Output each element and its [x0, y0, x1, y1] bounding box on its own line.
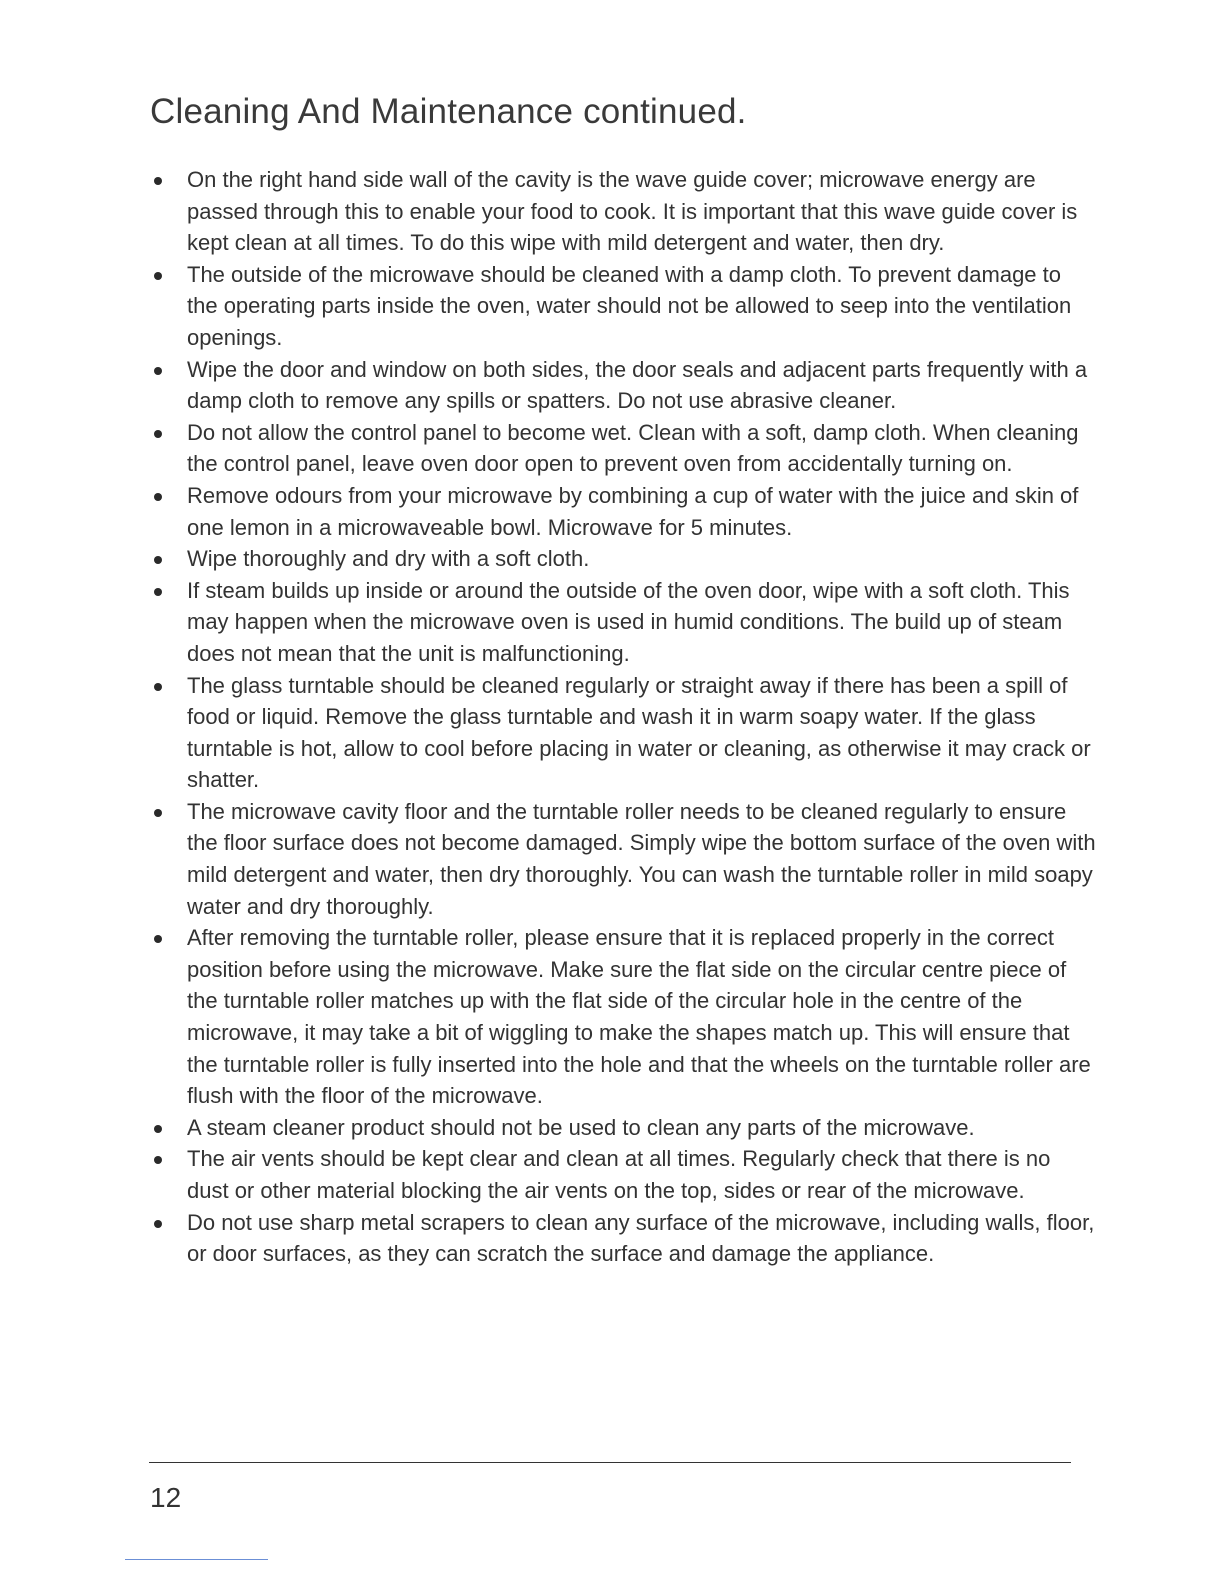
bullet-item: Wipe thoroughly and dry with a soft cloth.: [187, 543, 1097, 575]
bullet-item: Do not use sharp metal scrapers to clean any surface of the microwave, including walls, floor, or door surfaces, as they can scratch the surface and damage the appliance.: [187, 1207, 1097, 1270]
footer-divider: [149, 1462, 1071, 1463]
bullet-item: A steam cleaner product should not be used to clean any parts of the microwave.: [187, 1112, 1097, 1144]
page-title: Cleaning And Maintenance continued.: [150, 92, 747, 131]
footer-link-underline: [125, 1559, 268, 1560]
bullet-item: The outside of the microwave should be cleaned with a damp cloth. To prevent damage to the operating parts inside the oven, water should not be allowed to seep into the ventilation openings.: [187, 259, 1097, 354]
maintenance-bullet-list: [187, 164, 1097, 1270]
page-number: 12: [150, 1482, 182, 1513]
bullet-item: Remove odours from your microwave by combining a cup of water with the juice and skin of one lemon in a microwaveable bowl. Microwave for 5 minutes.: [187, 480, 1097, 543]
bullet-item: Wipe the door and window on both sides, the door seals and adjacent parts frequently with a damp cloth to remove any spills or spatters. Do not use abrasive cleaner.: [187, 354, 1097, 417]
bullet-item: On the right hand side wall of the cavity is the wave guide cover; microwave energy are passed through this to enable your food to cook. It is important that this wave guide cover is kept clean at all times. To do this wipe with mild detergent and water, then dry.: [187, 164, 1097, 259]
bullet-item: The microwave cavity floor and the turntable roller needs to be cleaned regularly to ensure the floor surface does not become damaged. Simply wipe the bottom surface of the oven with mild detergent and water, then dry thoroughly. You can wash the turntable roller in mild soapy water and dry thoroughly.: [187, 796, 1097, 922]
bullet-item: Do not allow the control panel to become wet. Clean with a soft, damp cloth. When cleaning the control panel, leave oven door open to prevent oven from accidentally turning on.: [187, 417, 1097, 480]
bullet-item: If steam builds up inside or around the outside of the oven door, wipe with a soft cloth. This may happen when the microwave oven is used in humid conditions. The build up of steam does not mean that the unit is malfunctioning.: [187, 575, 1097, 670]
bullet-item: After removing the turntable roller, please ensure that it is replaced properly in the correct position before using the microwave. Make sure the flat side on the circular centre piece of the turntable roller matches up with the flat side of the circular hole in the centre of the microwave, it may take a bit of wiggling to make the shapes match up. This will ensure that the turntable roller is fully inserted into the hole and that the wheels on the turntable roller are flush with the floor of the microwave.: [187, 922, 1097, 1112]
bullet-item: The glass turntable should be cleaned regularly or straight away if there has been a spill of food or liquid. Remove the glass turntable and wash it in warm soapy water. If the glass turntable is hot, allow to cool before placing in water or cleaning, as otherwise it may crack or shatter.: [187, 670, 1097, 796]
bullet-item: The air vents should be kept clear and clean at all times. Regularly check that there is no dust or other material blocking the air vents on the top, sides or rear of the microwave.: [187, 1143, 1097, 1206]
